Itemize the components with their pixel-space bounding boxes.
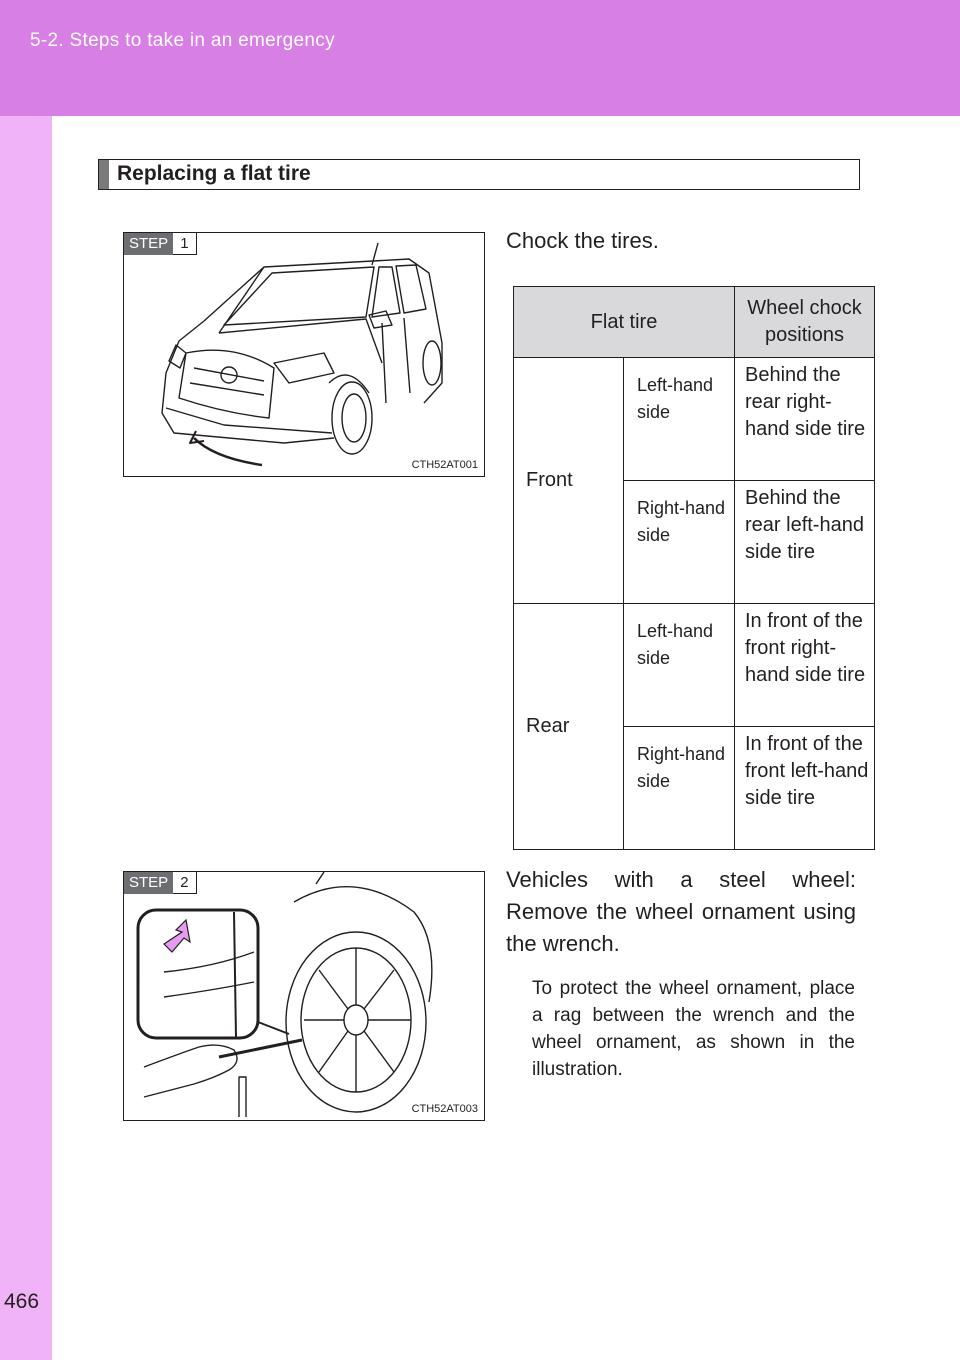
chock-cell: In front of the front left-hand side tire	[735, 727, 875, 850]
step-number: 1	[173, 233, 196, 255]
step2-note: To protect the wheel ornament, place a rag between the wrench and the wheel ornament, as shown in the illustration.	[532, 978, 855, 1080]
step-number: 2	[173, 872, 196, 894]
arrow-icon	[164, 920, 190, 952]
table-row	[514, 358, 875, 481]
wheel-chock-table	[513, 286, 875, 850]
chock-cell: In front of the front right-hand side tire	[735, 604, 875, 727]
section-title-bar	[98, 159, 860, 190]
chock-cell: Behind the rear left-hand side tire	[735, 481, 875, 604]
page-number: 466	[4, 1290, 40, 1313]
step-word: STEP	[124, 872, 173, 894]
section-title: Replacing a flat tire	[117, 162, 311, 185]
step2-badge	[124, 872, 197, 894]
step1-figure	[123, 232, 485, 477]
chock-cell: Behind the rear right-hand side tire	[735, 358, 875, 481]
step-word: STEP	[124, 233, 173, 255]
position-cell: Front	[514, 358, 624, 604]
figure-code: CTH52AT003	[411, 1103, 478, 1115]
side-cell: Right-hand side	[624, 481, 735, 604]
side-strip	[0, 116, 52, 1360]
header-chock-positions: Wheel chock positions	[735, 287, 875, 358]
position-cell: Rear	[514, 604, 624, 850]
wheel-ornament-illustration	[124, 872, 484, 1120]
table-header-row	[514, 287, 875, 358]
header-flat-tire: Flat tire	[514, 287, 735, 358]
side-cell: Right-hand side	[624, 727, 735, 850]
figure-code: CTH52AT001	[411, 459, 478, 471]
chapter-header: 5-2. Steps to take in an emergency	[30, 30, 335, 51]
table-row	[514, 604, 875, 727]
side-cell: Left-hand side	[624, 358, 735, 481]
step1-badge	[124, 233, 197, 255]
car-front-illustration	[124, 233, 484, 476]
section-title-accent	[99, 160, 109, 189]
step2-figure	[123, 871, 485, 1121]
step1-instruction: Chock the tires.	[506, 228, 659, 253]
header-band	[0, 0, 960, 116]
side-cell: Left-hand side	[624, 604, 735, 727]
step2-instruction: Vehicles with a steel wheel: Remove the wheel ornament using the wrench.	[506, 867, 856, 956]
